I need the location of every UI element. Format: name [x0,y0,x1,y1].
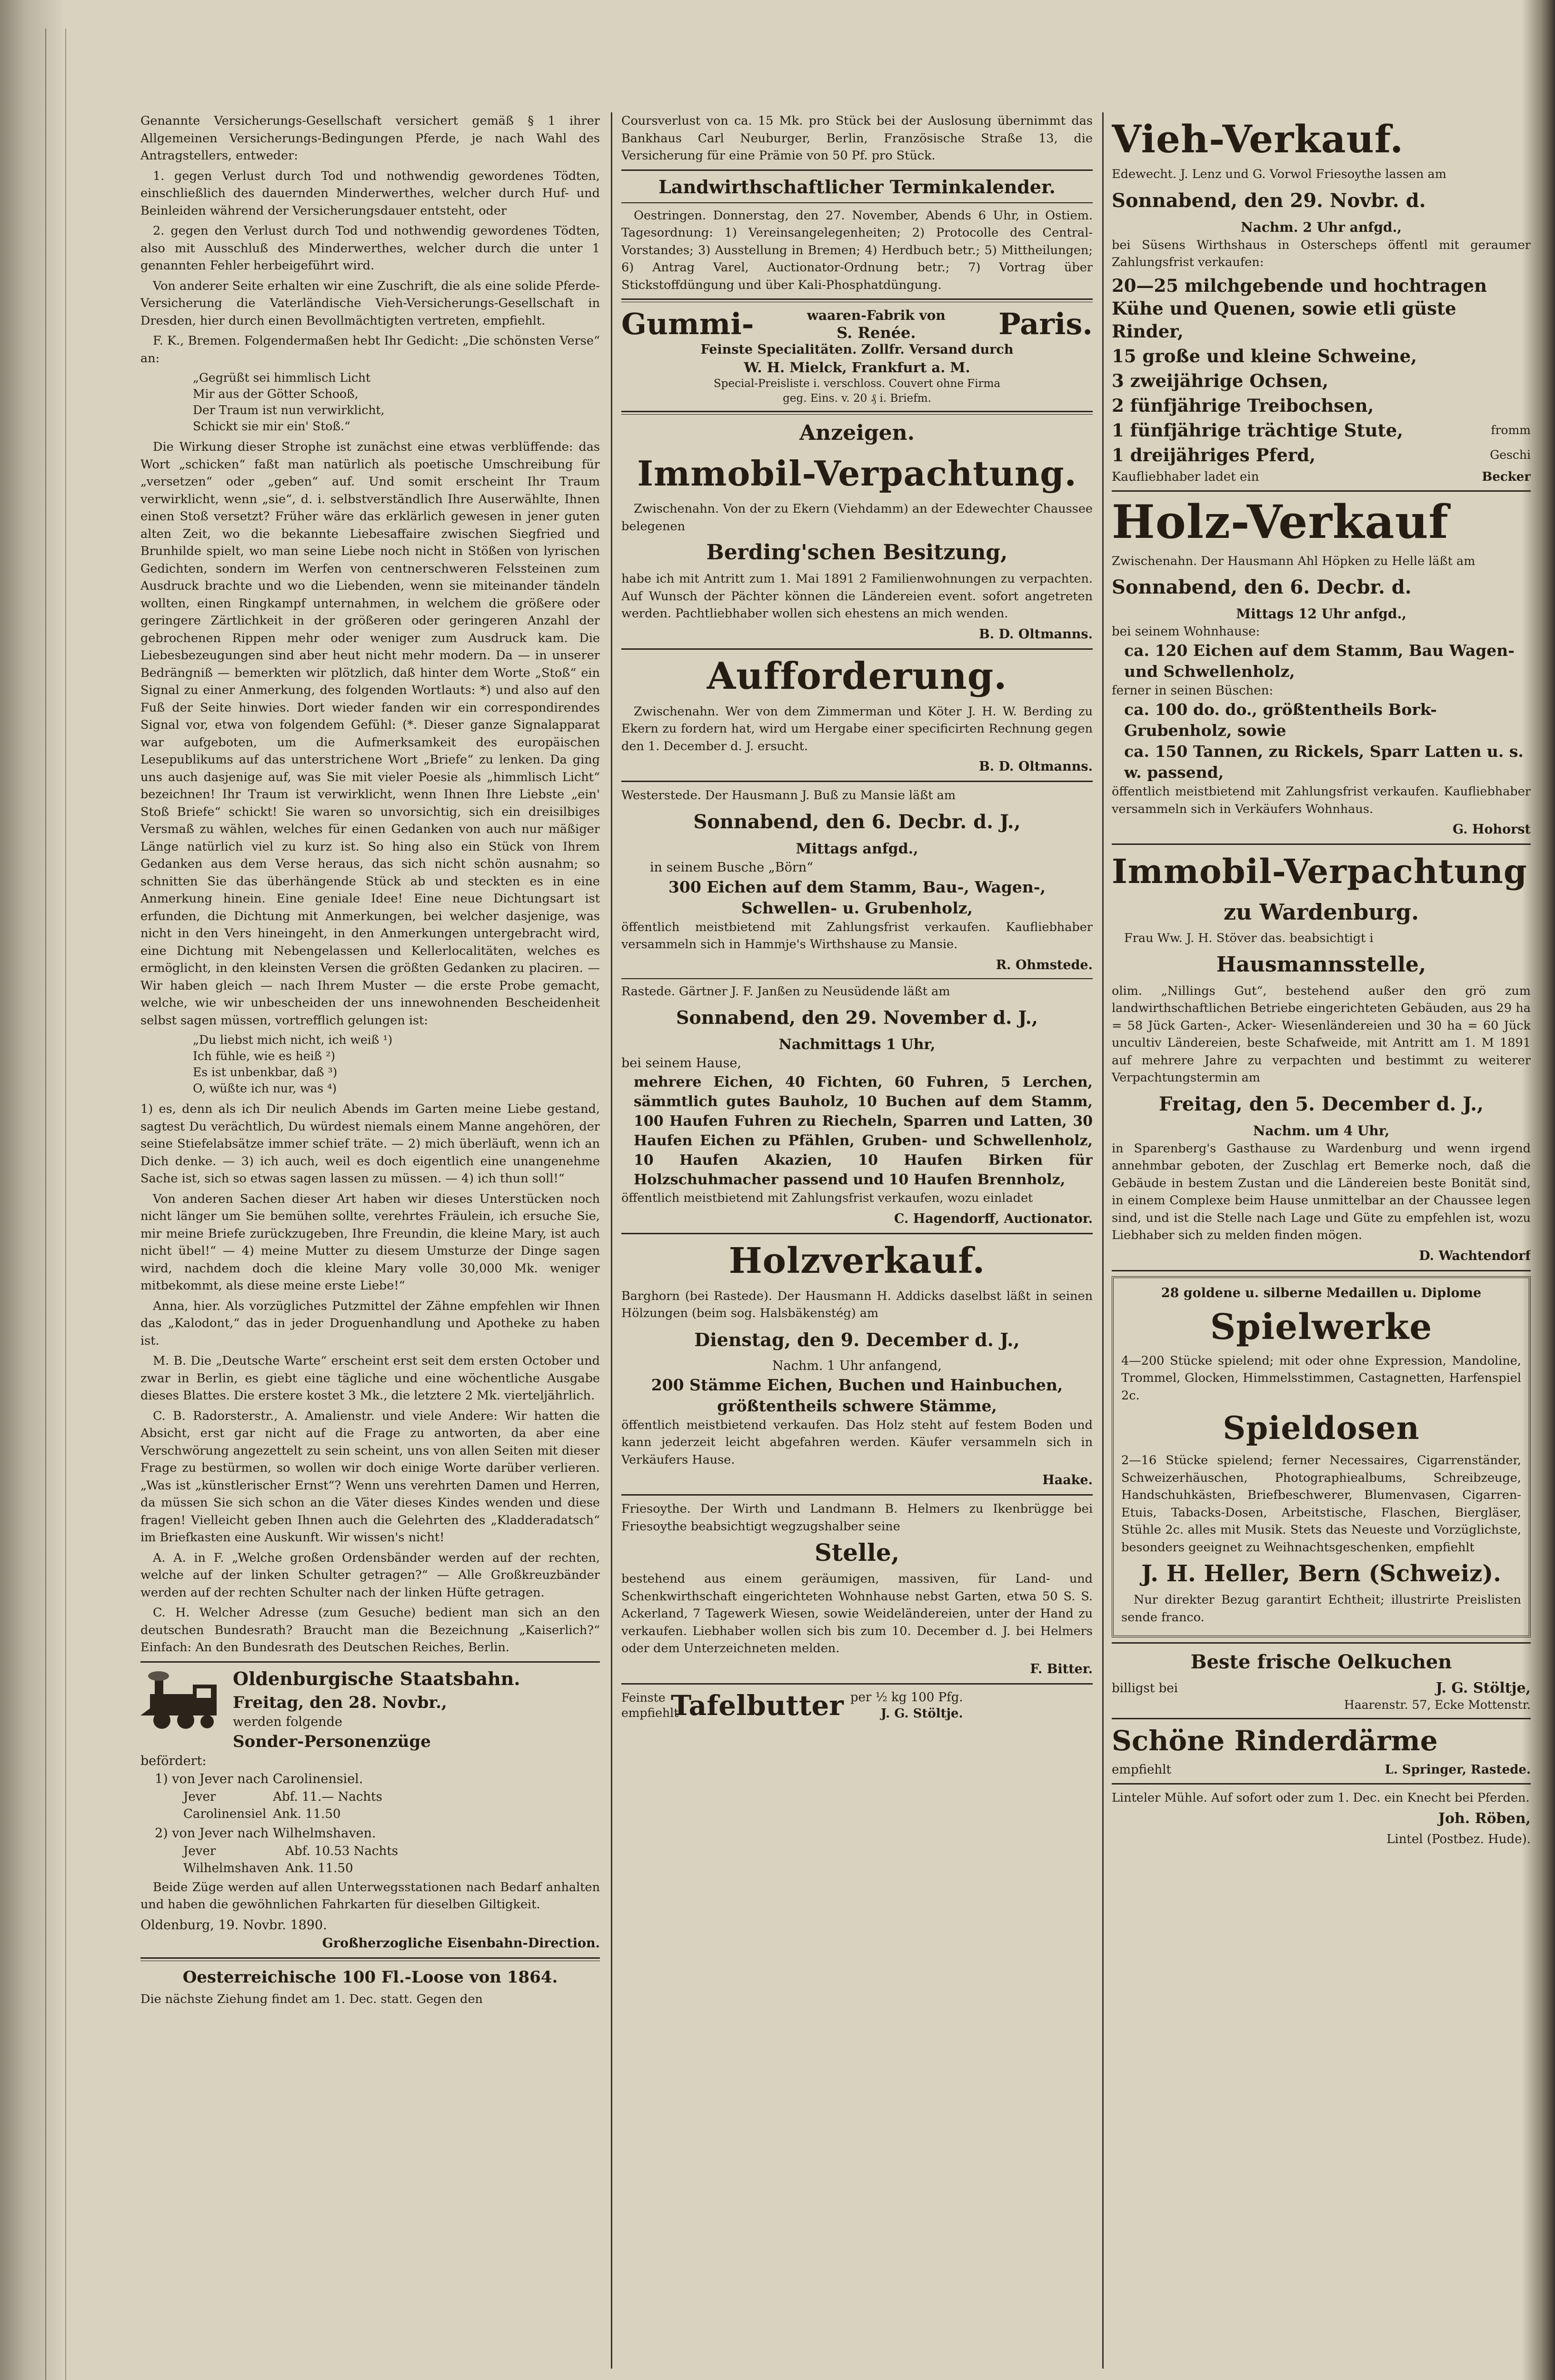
table-row [150,1805,389,1823]
table-row [150,1843,405,1860]
station: Carolinensiel [183,1806,267,1821]
poem-line: „Du liebst mich nicht, ich weiß ¹) [193,1033,393,1047]
article-paragraph: Von anderen Sachen dieser Art haben wir dieses Unterstücken noch nicht länger um Sie bemühen sollte, verehrtes Fräulein, ich ersuche Sie, mir meine Briefe zurückzugeben, Ihre Freundin, die kleine Mary, ist auch nicht übel!“ — 4) meine Mutter zu diesem Umsturze der Dinge sagen wird, nachdem doch die kleine Mary volle 30,000 Mk. weniger mitbekommt, als diese meine erste Liebe!“ [140,1191,600,1293]
poem-line: Es ist unbenkbar, daß ³) [193,1065,338,1079]
railway-ad [140,1667,600,1953]
ad-text: Westerstede. Der Hausmann J. Buß zu Mansie läßt am [621,788,956,803]
ad-text: Friesoythe. Der Wirth und Landmann B. Helmers zu Ikenbrügge bei Friesoythe beabsichtigt wegzugshalber seine [621,1502,1093,1534]
calendar-title: Landwirthschaftlicher Terminkalender. [658,176,1056,198]
poem-line: Ich fühle, wie es heiß ²) [193,1049,336,1063]
binding-fold [45,29,66,2380]
ad-title: Beste frische Oelkuchen [1190,1651,1452,1673]
ad-title: Holzverkauf. [728,1240,986,1281]
ad-time: Nachmittags 1 Uhr, [778,1036,936,1053]
ad-time: Nachm. 2 Uhr anfgd., [1241,219,1402,235]
divider [1112,1642,1531,1644]
ad-text: bei seinem Hause, [621,1056,741,1071]
ad-date: Sonnabend, den 6. Decbr. d. [1112,576,1412,598]
ad-signature: L. Springer, Rastede. [1385,1763,1531,1777]
ad-date: Dienstag, den 9. December d. J., [694,1329,1020,1350]
time: Ank. 11.50 [285,1861,353,1875]
ad-signature: J. G. Stöltje. [880,1706,963,1721]
article-paragraph: C. H. Welcher Adresse (zum Gesuche) bedient man sich an den deutschen Bundesrath? Braucht man die Bezeichnung „Kaiserlich?“ Einfach: An den Bundesrath des Deutschen Reiches, Berlin. [140,1606,600,1655]
ad-signature: R. Ohmstede. [996,957,1093,972]
ad-text: 28 goldene u. silberne Medaillen u. Diplome [1161,1285,1482,1300]
ad-item: 20—25 milchgebende und hochtragen Kühe und Quenen, sowie etli güste Rinder, [1112,275,1487,342]
ad-title: Schöne Rinderdärme [1112,1725,1438,1757]
ad-text: Zwischenahn. Von der zu Ekern (Viehdamm) an der Edewechter Chaussee belegenen [621,502,1093,534]
article-paragraph: Anna, hier. Als vorzügliches Putzmittel der Zähne empfehlen wir Ihnen das „Kalodont,“ das in jeder Droguenhandlung und Apotheke zu haben ist. [140,1299,600,1348]
time: Ank. 11.50 [273,1806,341,1821]
ad-text: ferner in seinen Büschen: [1112,684,1274,698]
ad-title: Vieh-Verkauf. [1112,117,1404,161]
ad-text: Nur direkter Bezug garantirt Echtheit; illustrirte Preislisten sende franco. [1121,1593,1521,1625]
divider [621,648,1093,650]
ad-signature: B. D. Oltmanns. [978,759,1093,774]
ad-text: Barghorn (bei Rastede). Der Hausmann H. Addicks daselbst läßt in seinen Hölzungen (beim sog. Halsbäkenstég) am [621,1289,1093,1320]
gummi-ad [621,307,1093,406]
railway-text: werden folgende [233,1714,343,1729]
ad-title: Spielwerke [1210,1306,1433,1348]
poem-quote [140,370,600,435]
gummi-line: Special-Preisliste i. verschloss. Couvert ohne Firma [713,377,1001,390]
railway-title: Oldenburgische Staatsbahn. [233,1667,520,1689]
article-paragraph: M. B. Die „Deutsche Warte“ erscheint erst seit dem ersten October und zwar in Berlin, es giebt eine tägliche und eine wöchentliche Ausgabe dieses Blattes. Die erstere kostet 3 Mk., die letztere 2 Mk. vierteljährlich. [140,1354,600,1403]
gummi-line: geg. Eins. v. 20 ₰ i. Briefm. [783,392,931,405]
divider [621,1233,1093,1234]
ad-item: ca. 150 Tannen, zu Rickels, Sparr Latten u. s. w. passend, [1124,742,1524,782]
ad-text: Edewecht. J. Lenz und G. Vorwol Friesoythe lassen am [1112,167,1446,181]
ad-date: Sonnabend, den 6. Decbr. d. J., [693,810,1021,833]
ad-headline: Stelle, [814,1538,900,1567]
gummi-city: Paris. [998,307,1093,341]
ad-headline: Tafelbutter [671,1689,844,1722]
ad-item-note: Geschi [1490,447,1531,462]
locomotive-icon [140,1670,226,1732]
ad-text: in Sparenberg's Gasthause zu Wardenburg und wenn irgend annehmbar geboten, der Zuschlag ert Bemerke noch, daß die Gebäude in bestem Zustan und die Ländereien beste Bonität sind, in einem Complexe beim Hause unmittelbar an der Chaussee legen sind, und ist die Stelle nach Lage und Güte zu empfehlen ist, wozu Liebhaber sich zu melden finden mögen. [1112,1141,1531,1242]
ad-text: Rastede. Gärtner J. F. Janßen zu Neusüdende läßt am [621,984,950,999]
ad-text: bei seinem Wohnhause: [1112,625,1260,639]
article-paragraph: A. A. in F. „Welche großen Ordensbänder werden auf der rechten, welche auf der linken Schulter getragen?“ — Alle Großkreuzbänder werden auf der rechten Schulter nach der linken Hüfte getragen. [140,1550,600,1600]
railway-date: Freitag, den 28. Novbr., [233,1693,447,1712]
railway-text: befördert: [140,1753,207,1768]
poem-line: O, wüßte ich nur, was ⁴) [193,1081,337,1095]
poem-line: Schickt sie mir ein' Stoß.“ [193,419,350,433]
ad-date: Sonnabend, den 29. Novbr. d. [1112,189,1426,212]
divider [621,978,1093,979]
article-paragraph: Von anderer Seite erhalten wir eine Zuschrift, die als eine solide Pferde-Versicherung die Vaterländische Vieh-Versicherungs-Gesellschaft in Dresden, hier durch einen Bevollmächtigten vertreten, empfiehlt. [140,278,600,328]
ad-item: 2 fünfjährige Treibochsen, [1112,395,1374,416]
gummi-sub: waaren-Fabrik von [807,307,946,323]
ad-text: billigst bei [1112,1681,1178,1696]
ad-time: Mittags 12 Uhr anfgd., [1236,606,1406,622]
ad-signature: Becker [1482,469,1531,484]
ad-text: bestehend aus einem geräumigen, massiven, für Land- und Schenkwirthschaft eingerichteten Wohnhause nebst Garten, etwa 50 S. S. Ackerland, 7 Tagewerk Wiesen, sowie Weideländereien, unter der Hand zu verkaufen. Liebhaber wollen sich bis zum 10. December d. J. bei Helmers oder dem Unterzeichneten melden. [621,1572,1093,1656]
ad-text: öffentlich meistbietend verkaufen. Das Holz steht auf festem Boden und kann jederzeit leicht abgefahren werden. Käufer versammeln sich in Verkäufers Hause. [621,1418,1093,1467]
station: Jever [183,1844,216,1858]
ad-item: 15 große und kleine Schweine, [1112,345,1417,367]
divider [621,169,1093,171]
divider [621,298,1093,302]
ad-address: Haarenstr. 57, Ecke Mottenstr. [1344,1698,1531,1712]
divider [621,1494,1093,1496]
poem-quote [140,1032,600,1097]
ad-signature: B. D. Oltmanns. [978,626,1093,642]
divider [621,781,1093,782]
ad-headline: Hausmannsstelle, [1216,952,1426,977]
article-paragraph: Die Wirkung dieser Strophe ist zunächst eine etwas verblüffende: das Wort „schicken“ faßt man natürlich als poetische Umschreibung für „versetzen“ oder „geben“ auf. Und somit erscheint Ihr Traum verwirklicht, wenn „sie“, d. i. selbstverständlich Ihre Auserwählte, Ihnen einen Stoß versetzt? Früher wäre das erklärlich gewesen in jener guten alten Zeit, wo die bekannte Liebesaffaire zwischen Siegfried und Brunhilde spielt, wo man seine Liebe noch nicht in Stößen von lyrischen Gedichten, sondern im Werfen von centnerschweren Felssteinen zum Ausdruck brachte und wo die Liebenden, wenn sie miteinander tändeln wollten, einen Ringkampf unternahmen, in welchem die größere oder geringere Zärtlichkeit in der größeren oder geringeren Anzahl der gebrochenen Rippen mehr oder weniger zum Ausdruck kam. Die Liebesbezeugungen sind aber heut nicht mehr modern. Da — in unserer Bedrängniß — bemerkten wir plötzlich, daß hinter dem Worte „Stoß“ ein Signal zu einer Anmerkung, des folgenden Wortlauts: *) und also auf den Fuß der Seite hinwies. Dort wieder fanden wir ein correspondirendes Signal vor, etwa von folgendem Gefühl: (*. Dieser ganze Signalapparat war aufgeboten, um die Aufmerksamkeit des europäischen Lesepublikums auf das unterstrichene Wort „Briefe“ zu lenken. Da ging uns auch dasjenige auf, was Sie mit vieler Poesie als „himmlisch Licht“ bezeichnen! Ihr Traum ist verwirklicht, wenn Ihnen Ihre Liebste „ein' Stoß Briefe“ schickt! Sie waren so unvorsichtig, sich ein dreisilbiges Versmaß zu wählen, welches für einen Gedanken von auch nur mäßiger Länge natürlich viel zu kurz ist. So hing also ein Stück von Ihrem Gedanken aus dem Verse heraus, das sich nicht schön ausnahm; so schnitten Sie das überhängende Stück ab und steckten es in eine Anmerkung hinein. Eine geniale Idee! Eine neue Dichtungsart ist erfunden, die Dichtung mit Anmerkungen, bei welcher dasjenige, was nicht in den Vers hineingeht, in den Anmerkungen untergebracht wird, eine Dichtung mit Nebengelassen und Kellerlocalitäten, welches es ermöglicht, in den kleinsten Versen die größten Gedanken zu placiren. — Wir haben gleich — nach Ihrem Muster — die erste Probe gemacht, welche, wie wir unbescheiden der uns innewohnenden Bescheidenheit selbst sagen müssen, vortrefflich gelungen ist: [140,440,600,1028]
ad-title: Aufforderung. [707,654,1007,698]
ad-text: empfiehlt [621,1706,679,1720]
ad-title: Immobil-Verpachtung. [637,453,1077,494]
article-paragraph: F. K., Bremen. Folgendermaßen hebt Ihr Gedicht: „Die schönsten Verse“ an: [140,334,600,366]
butter-ad [621,1689,1093,1722]
ad-item: 1 dreijähriges Pferd, [1112,444,1316,466]
railway-signature: Großherzogliche Eisenbahn-Direction. [322,1935,600,1951]
ad-item: 3 zweijährige Ochsen, [1112,370,1329,391]
ad-items: 300 Eichen auf dem Stamm, Bau-, Wagen-, Schwellen- u. Grubenholz, [668,877,1046,917]
ad-date: Freitag, den 5. December d. J., [1159,1092,1484,1115]
column-advertisements-right [1112,112,1531,2369]
divider [1112,1718,1531,1719]
ad-item: ca. 120 Eichen auf dem Stamm, Bau Wagen- und Schwellenholz, [1124,641,1515,681]
ad-text: 4—200 Stücke spielend; mit oder ohne Expression, Mandoline, Trommel, Glocken, Himmelsstimmen, Castagnetten, Harfenspiel 2c. [1121,1353,1521,1403]
ad-text: öffentlich meistbietend mit Zahlungsfrist verkaufen. Kaufliebhaber versammeln sich in Verkäufers Wohnhaus. [1112,784,1531,816]
railway-route: 2) von Jever nach Wilhelmshaven. [155,1825,376,1841]
time: Abf. 11.— Nachts [273,1789,382,1804]
timetable [150,1843,405,1877]
ad-price: per ½ kg 100 Pfg. [850,1690,963,1705]
poem-line: Der Traum ist nun verwirklicht, [193,403,385,417]
divider [1112,1270,1531,1271]
ad-signature: Joh. Röben, [1438,1810,1531,1827]
article-paragraph: 2. gegen den Verlust durch Tod und nothwendig gewordenes Tödten, also mit Ausschluß des Minderwerthes, welcher durch die unter 1 genannten Fehler herbeigeführt wird. [140,224,600,273]
article-paragraph: Genannte Versicherungs-Gesellschaft versichert gemäß § 1 ihrer Allgemeinen Versicherungs-Bedingungen Pferde, je nach Wahl des Antragstellers, entweder: [140,114,600,163]
column-divider [611,112,612,2369]
time: Abf. 10.53 Nachts [285,1844,399,1858]
divider [621,1683,1093,1685]
gummi-line: Feinste Specialitäten. Zollfr. Versand durch [700,342,1014,357]
poem-line: Mir aus der Götter Schooß, [193,387,359,401]
ad-text: 2—16 Stücke spielend; ferner Necessaires, Cigarrenständer, Schweizerhäuschen, Photographiealbums, Schreibzeuge, Handschuhkästen, Briefbeschwerer, Blumenvasen, Cigarren-Etuis, Tabacks-Dosen, Arbeitstische, Flaschen, Biergläser, Stühle 2c. alles mit Musik. Stets das Neueste und Vorzüglichste, besonders geeignet zu Weihnachtsgeschenken, empfiehlt [1121,1453,1521,1555]
column-divider [1102,112,1104,2369]
ad-headline: Berding'schen Besitzung, [706,540,1008,565]
lottery-title: Oesterreichische 100 Fl.-Loose von 1864. [182,1967,558,1987]
railway-route: 1) von Jever nach Carolinensiel. [155,1771,363,1786]
ad-signature: F. Bitter. [1030,1661,1093,1676]
divider [140,1957,600,1961]
ad-text: Kaufliebhaber ladet ein [1112,469,1259,484]
ad-text: öffentlich meistbietend mit Zahlungsfrist verkaufen. Kaufliebhaber versammeln sich in Hammje's Wirthshause zu Mansie. [621,920,1093,952]
station: Wilhelmshaven [183,1861,279,1875]
calendar-text: Oestringen. Donnerstag, den 27. November, Abends 6 Uhr, in Ostiem. Tagesordnung: 1) Vereinsangelegenheiten; 2) Protocolle des Central-Vorstandes; 3) Ausstellung in Bremen; 4) Herdbuch betr.; 5) Mittheilungen; 6) Antrag Varel, Auctionator-Ordnung betr.; 7) Vortrag über Stickstoffdüngung und über Kali-Phosphatdüngung. [621,208,1093,292]
ad-signature: Lintel (Postbez. Hude). [1386,1832,1531,1846]
ad-signature: J. G. Stöltje, [1435,1680,1531,1696]
divider [621,411,1093,415]
divider [1112,1783,1531,1785]
divider [1112,490,1531,492]
ad-signature: D. Wachtendorf [1419,1248,1531,1263]
railway-note: Beide Züge werden auf allen Unterwegsstationen nach Bedarf anhalten und haben die gewöhnlichen Fahrkarten für dieselben Giltigkeit. [140,1880,600,1912]
ad-text: öffentlich meistbietend mit Zahlungsfrist verkaufen, wozu einladet [621,1191,1033,1205]
article-paragraph: 1. gegen Verlust durch Tod und nothwendig gewordenes Tödten, einschließlich des dauernden Minderwerthes, welcher durch Huf- und Beinleiden während der Versicherungsdauer entsteht, oder [140,169,600,218]
ad-subtitle: zu Wardenburg. [1223,899,1419,925]
lottery-text: Die nächste Ziehung findet am 1. Dec. statt. Gegen den [140,1992,483,2006]
station: Jever [183,1789,216,1804]
section-title: Anzeigen. [799,421,915,445]
ad-text: empfiehlt [1112,1763,1171,1777]
table-row [150,1860,405,1877]
ad-items: 200 Stämme Eichen, Buchen und Hainbuchen, größtentheils schwere Stämme, [651,1375,1063,1415]
column-letters [140,112,600,2369]
gummi-line: W. H. Mielck, Frankfurt a. M. [744,359,970,376]
gummi-headline: Gummi- [621,307,754,341]
ad-title: Immobil-Verpachtung [1112,852,1527,891]
ad-time: Nachm. 1 Uhr anfangend, [772,1358,942,1373]
ad-signature: Haake. [1042,1473,1093,1488]
divider [140,1661,600,1663]
timetable [150,1788,389,1823]
ad-time: Nachm. um 4 Uhr, [1253,1122,1390,1139]
divider [1112,843,1531,845]
ad-title: Spieldosen [1223,1409,1420,1447]
ad-text: habe ich mit Antritt zum 1. Mai 1891 2 Familienwohnungen zu verpachten. Auf Wunsch der Pächter können die Ländereien event. sofort angetreten werden. Pachtliebhaber wollen sich ehestens an mich wenden. [621,572,1093,621]
ad-text: Frau Ww. J. H. Stöver das. beabsichtigt i [1124,931,1374,945]
ad-text: in seinem Busche „Börn“ [650,860,813,875]
ad-signature: G. Hohorst [1453,822,1531,837]
ad-time: Mittags anfgd., [796,840,918,857]
table-row [150,1788,389,1805]
lottery-text-cont: Coursverlust von ca. 15 Mk. pro Stück bei der Auslosung übernimmt das Bankhaus Carl Neuburger, Berlin, Französische Straße 13, die Versicherung für eine Prämie von 50 Pf. pro Stück. [621,114,1093,163]
ad-text: Feinste [621,1690,666,1705]
ad-text: Zwischenahn. Wer von dem Zimmerman und Köter J. H. W. Berding zu Ekern zu fordern hat, wird um Hergabe einer specificirten Rechnung gegen den 1. December d. J. ersucht. [621,704,1093,754]
divider [621,202,1093,203]
music-box-ad [1112,1276,1531,1638]
ad-item: 1 fünfjährige trächtige Stute, [1112,419,1404,441]
ad-text: bei Süsens Wirthshaus in Osterscheps öffentl mit geraumer Zahlungsfrist verkaufen: [1112,238,1531,269]
ad-text: Zwischenahn. Der Hausmann Ahl Höpken zu Helle läßt am [1112,554,1475,568]
railway-special: Sonder-Personenzüge [233,1732,431,1751]
ad-items: mehrere Eichen, 40 Fichten, 60 Fuhren, 5 Lerchen, sämmtlich gutes Bauholz, 10 Buchen auf dem Stamm, 100 Haufen Fuhren zu Riecheln, Sparren und Latten, 30 Haufen Eichen zu Pfählen, Gruben- und Schwellenholz, 10 Haufen Akazien, 10 Haufen Birken für Holzschuhmacher passend und 10 Haufen Brennholz, [634,1074,1093,1188]
ad-text: olim. „Nillings Gut“, bestehend außer den grö zum landwirthschaftlichen Betriebe eingerichteten Gebäuden, aus 29 ha = 58 Jück Garten-, Acker- Wiesenländereien und 30 ha = 60 Jück uncultiv Ländereien, beste Schafweide, mit Antritt am 1. M 1891 auf mehrere Jahre zu verpachten und bestimmt zu weiterer Verpachtungstermin am [1112,983,1531,1085]
article-paragraph: 1) es, denn als ich Dir neulich Abends im Garten meine Liebe gestand, sagtest Du verächtlich, Du würdest niemals einem Manne angehören, der seine Stiefelabsätze immer schief träte. — 2) mich überläuft, wenn ich an Dich denke. — 3) ich auch, weil es doch eigentlich eine unangenehme Sache ist, sich so etwas sagen lassen zu müssen. — 4) ich thun soll!“ [140,1102,600,1186]
gummi-name: S. Renée. [837,324,916,342]
ad-firm: J. H. Heller, Bern (Schweiz). [1141,1560,1501,1587]
article-paragraph: C. B. Radorsterstr., A. Amalienstr. und viele Andere: Wir hatten die Absicht, erst gar nicht auf die Frage zu antworten, da aber eine Verschwörung angezettelt zu sein scheint, uns von allen Seiten mit dieser Frage zu bestürmen, so wollen wir doch einige Worte darüber verlieren. „Was ist „künstlerischer Ernst“? Wenn uns verehrten Damen und Herren, da müssen Sie sich schon an die Väter dieses Kindes wenden und diese fragen! Vielleicht geben Ihnen auch die Gelehrten des „Kladderadatsch“ im Briefkasten eine Auskunft. Wir wissen's nicht! [140,1408,600,1545]
poem-line: „Gegrüßt sei himmlisch Licht [193,371,371,385]
ad-title: Holz-Verkauf [1112,495,1449,549]
railway-place: Oldenburg, 19. Novbr. 1890. [140,1917,327,1933]
column-advertisements [621,112,1093,2369]
ad-item: ca. 100 do. do., größtentheils Bork- Grubenholz, sowie [1124,700,1437,740]
ad-text: Linteler Mühle. Auf sofort oder zum 1. Dec. ein Knecht bei Pferden. [1112,1791,1530,1805]
ad-item-note: fromm [1491,423,1531,437]
ad-signature: C. Hagendorff, Auctionator. [894,1211,1093,1226]
ad-date: Sonnabend, den 29. November d. J., [676,1007,1038,1028]
